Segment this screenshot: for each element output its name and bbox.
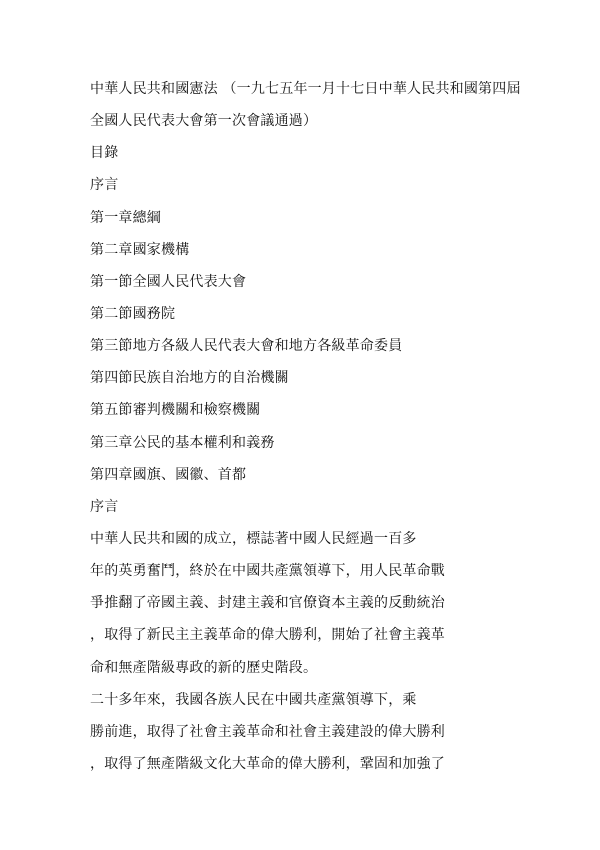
preamble-heading: 序言 xyxy=(90,498,119,515)
contents-item-section-1: 第一節全國人民代表大會 xyxy=(90,273,247,290)
contents-item-chapter-2: 第二章國家機構 xyxy=(90,241,190,258)
paragraph-line: 命和無產階級專政的新的歷史階段。 xyxy=(90,659,318,676)
contents-item-preamble: 序言 xyxy=(90,177,119,194)
contents-item-section-3: 第三節地方各級人民代表大會和地方各級革命委員 xyxy=(90,338,403,355)
paragraph-line: 中華人民共和國的成立，標誌著中國人民經過一百多 xyxy=(90,530,417,547)
paragraph-line: 勝前進，取得了社會主義革命和社會主義建設的偉大勝利 xyxy=(90,723,445,740)
contents-item-section-4: 第四節民族自治地方的自治機關 xyxy=(90,370,289,387)
contents-item-chapter-3: 第三章公民的基本權利和義務 xyxy=(90,434,275,451)
contents-heading: 目錄 xyxy=(90,145,119,162)
title-line: 中華人民共和國憲法 （一九七五年一月十七日中華人民共和國第四屆 xyxy=(90,81,521,97)
paragraph-line: ，取得了新民主主義革命的偉大勝利，開始了社會主義革 xyxy=(90,627,445,644)
paragraph-line: 年的英勇奮鬥，終於在中國共產黨領導下，用人民革命戰 xyxy=(90,563,445,580)
title-line-continued: 全國人民代表大會第一次會議通過） xyxy=(90,113,318,130)
paragraph-line: 二十多年來，我國各族人民在中國共產黨領導下，乘 xyxy=(90,691,417,708)
contents-item-chapter-4: 第四章國旗、國徽、首都 xyxy=(90,466,247,483)
paragraph-line: ，取得了無產階級文化大革命的偉大勝利，鞏固和加強了 xyxy=(90,755,445,772)
contents-item-chapter-1: 第一章總綱 xyxy=(90,209,161,226)
paragraph-line: 爭推翻了帝國主義、封建主義和官僚資本主義的反動統治 xyxy=(90,595,445,612)
contents-item-section-5: 第五節審判機關和檢察機關 xyxy=(90,402,261,419)
document-body xyxy=(90,81,570,788)
contents-item-section-2: 第二節國務院 xyxy=(90,305,176,322)
